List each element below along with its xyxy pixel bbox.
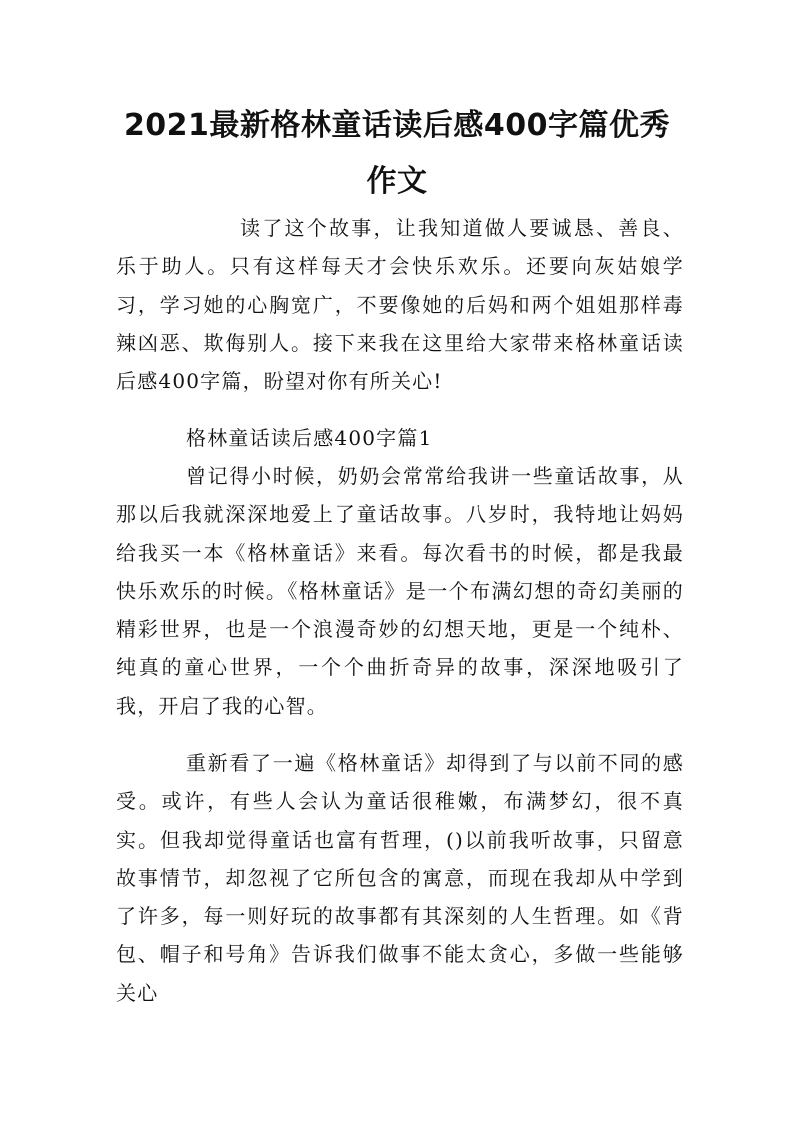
paragraph-2: 重新看了一遍《格林童话》却得到了与以前不同的感受。或许，有些人会认为童话很稚嫩，布满梦幻，很不真实。但我却觉得童话也富有哲理，()以前我听故事，只留意故事情节，却忽视了它所包含的寓意，而现在我却从中学到了许多，每一则好玩的故事都有其深刻的人生哲理。如《背包、帽子和号角》告诉我们做事不能太贪心，多做一些能够关心	[116, 751, 684, 1005]
section-heading: 格林童话读后感400字篇1	[186, 426, 433, 450]
intro-paragraph: 读了这个故事，让我知道做人要诚恳、善良、乐于助人。只有这样每天才会快乐欢乐。还要向灰姑娘学习，学习她的心胸宽广，不要像她的后妈和两个姐姐那样毒辣凶恶、欺侮别人。接下来我在这里给大家带来格林童话读后感400字篇，盼望对你有所关心!	[116, 216, 684, 394]
paragraph-1: 曾记得小时候，奶奶会常常给我讲一些童话故事，从那以后我就深深地爱上了童话故事。八岁时，我特地让妈妈给我买一本《格林童话》来看。每次看书的时候，都是我最快乐欢乐的时候。《格林童话》是一个布满幻想的奇幻美丽的精彩世界，也是一个浪漫奇妙的幻想天地，更是一个纯朴、纯真的童心世界，一个个曲折奇异的故事，深深地吸引了我，开启了我的心智。	[116, 464, 684, 718]
document-title: 2021最新格林童话读后感400字篇优秀作文	[123, 108, 671, 199]
